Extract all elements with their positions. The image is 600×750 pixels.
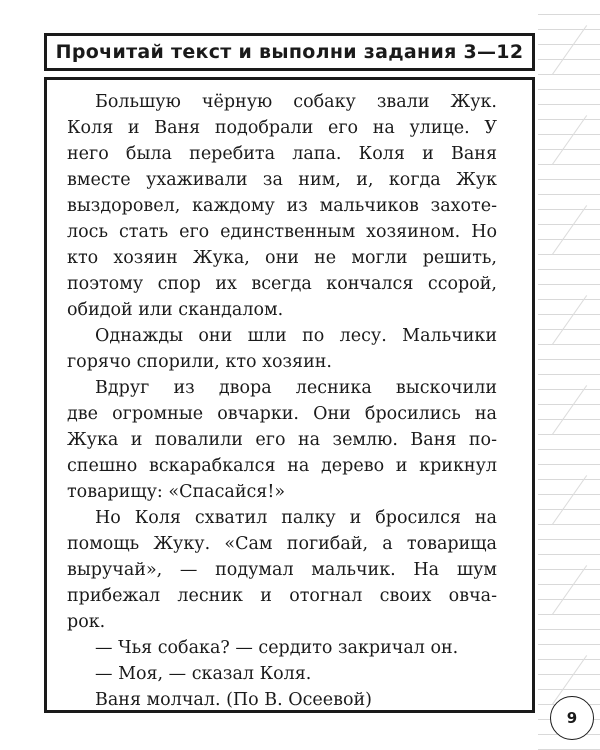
text-line-5: выздоровел, каждому из мальчиков захоте- (67, 196, 497, 216)
text-line-4: вместе ухаживали за ним, и, когда Жук (67, 170, 497, 190)
text-line-19: выручай», — подумал мальчик. На шум (67, 560, 497, 580)
task-header (44, 33, 535, 71)
text-line-14: Жука и повалили его на землю. Ваня по- (67, 430, 497, 450)
page-number (550, 696, 594, 740)
text-line-6: лось стать его единственным хозяином. Но (67, 222, 497, 242)
page-number-value: 9 (566, 709, 578, 727)
text-line-23: — Моя, — сказал Коля. (95, 664, 312, 684)
text-line-1: Большую чёрную собаку звали Жук. (95, 92, 497, 112)
text-line-9: обидой или скандалом. (67, 300, 284, 320)
text-line-7: кто хозяин Жука, они не могли решить, (67, 248, 497, 268)
margin-slant-lines (538, 0, 600, 750)
text-line-16: товарищу: «Спасайся!» (67, 482, 286, 502)
text-line-24: Ваня молчал. (По В. Осеевой) (95, 690, 372, 710)
text-line-17: Но Коля схватил палку и бросился на (95, 508, 497, 528)
text-line-13: две огромные овчарки. Они бросились на (67, 404, 497, 424)
text-line-11: горячо спорили, кто хозяин. (67, 352, 332, 372)
text-line-10: Однажды они шли по лесу. Мальчики (95, 326, 497, 346)
text-line-15: спешно вскарабкался на дерево и крикнул (67, 456, 497, 476)
text-line-21: рок. (67, 612, 106, 632)
text-line-8: поэтому спор их всегда кончался ссорой, (67, 274, 497, 294)
text-line-22: — Чья собака? — сердито закричал он. (95, 638, 459, 658)
task-header-title: Прочитай текст и выполни задания 3—12 (55, 41, 524, 63)
text-line-20: прибежал лесник и отогнал своих овча- (67, 586, 497, 606)
text-line-18: помощь Жуку. «Сам погибай, а товарища (67, 534, 497, 554)
text-line-3: него была перебита лапа. Коля и Ваня (67, 144, 497, 164)
text-line-12: Вдруг из двора лесника выскочили (95, 378, 497, 398)
reading-text-box (44, 77, 535, 713)
text-line-2: Коля и Ваня подобрали его на улице. У (67, 118, 497, 138)
